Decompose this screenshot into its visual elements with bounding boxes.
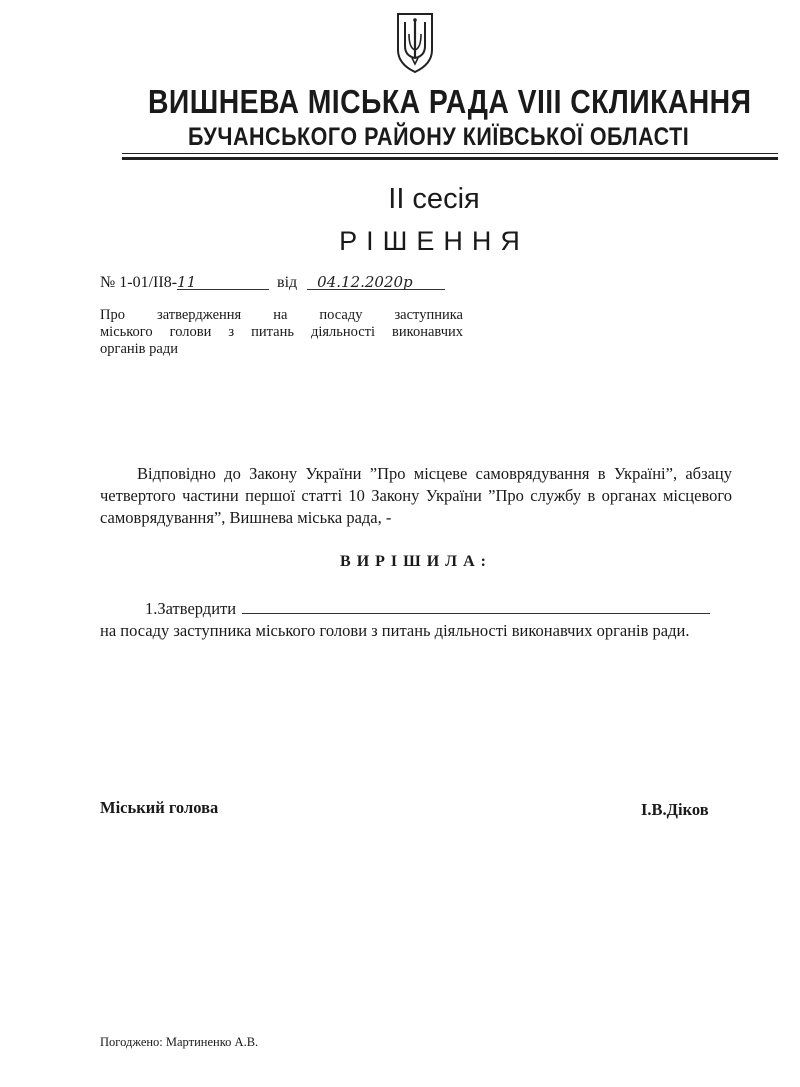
- date-label: від: [277, 274, 298, 291]
- handwritten-date: 04.12.2020р: [317, 273, 413, 291]
- item-1-lead-line: [145, 597, 710, 619]
- subject-line-1: Про затвердження на посаду заступника: [100, 307, 463, 323]
- decision-number-prefix: № 1-01/ІІ8-: [100, 274, 178, 291]
- trident-emblem-icon: [395, 12, 435, 74]
- item-1-blank-line: [242, 597, 710, 614]
- signature-name: І.В.Діков: [641, 800, 709, 819]
- resolved-heading: ВИРІШИЛА:: [340, 553, 492, 570]
- date-blank: [307, 273, 445, 290]
- subject-line-3: органів ради: [100, 341, 178, 357]
- handwritten-number: 11: [177, 273, 197, 291]
- council-region: БУЧАНСЬКОГО РАЙОНУ КИЇВСЬКОЇ ОБЛАСТІ: [188, 123, 690, 151]
- item-1-text: на посаду заступника міського голови з питань діяльності виконавчих органів ради.: [100, 621, 690, 640]
- item-1-lead: 1.Затвердити: [145, 599, 237, 618]
- document-type: РІШЕННЯ: [339, 226, 529, 256]
- decision-subject: [100, 307, 463, 358]
- signature-title: Міський голова: [100, 798, 219, 817]
- header-divider-thin: [122, 153, 778, 154]
- session-title: ІІ сесія: [388, 183, 480, 215]
- council-title: ВИШНЕВА МІСЬКА РАДА VIII СКЛИКАННЯ: [148, 83, 752, 120]
- preamble-paragraph: Відповідно до Закону України ”Про місцеве самоврядування в Україні”, абзацу четвертого частини першої статті 10 Закону України ”Про службу в органах місцевого самоврядування”, Вишнева міська рада, -: [100, 464, 732, 527]
- decision-number-blank: [177, 273, 269, 290]
- agreed-by-note: Погоджено: Мартиненко А.В.: [100, 1035, 259, 1049]
- decision-number-line: [100, 273, 445, 292]
- subject-line-2: міського голови з питань діяльності виконавчих: [100, 324, 463, 340]
- header-divider-thick: [122, 157, 778, 160]
